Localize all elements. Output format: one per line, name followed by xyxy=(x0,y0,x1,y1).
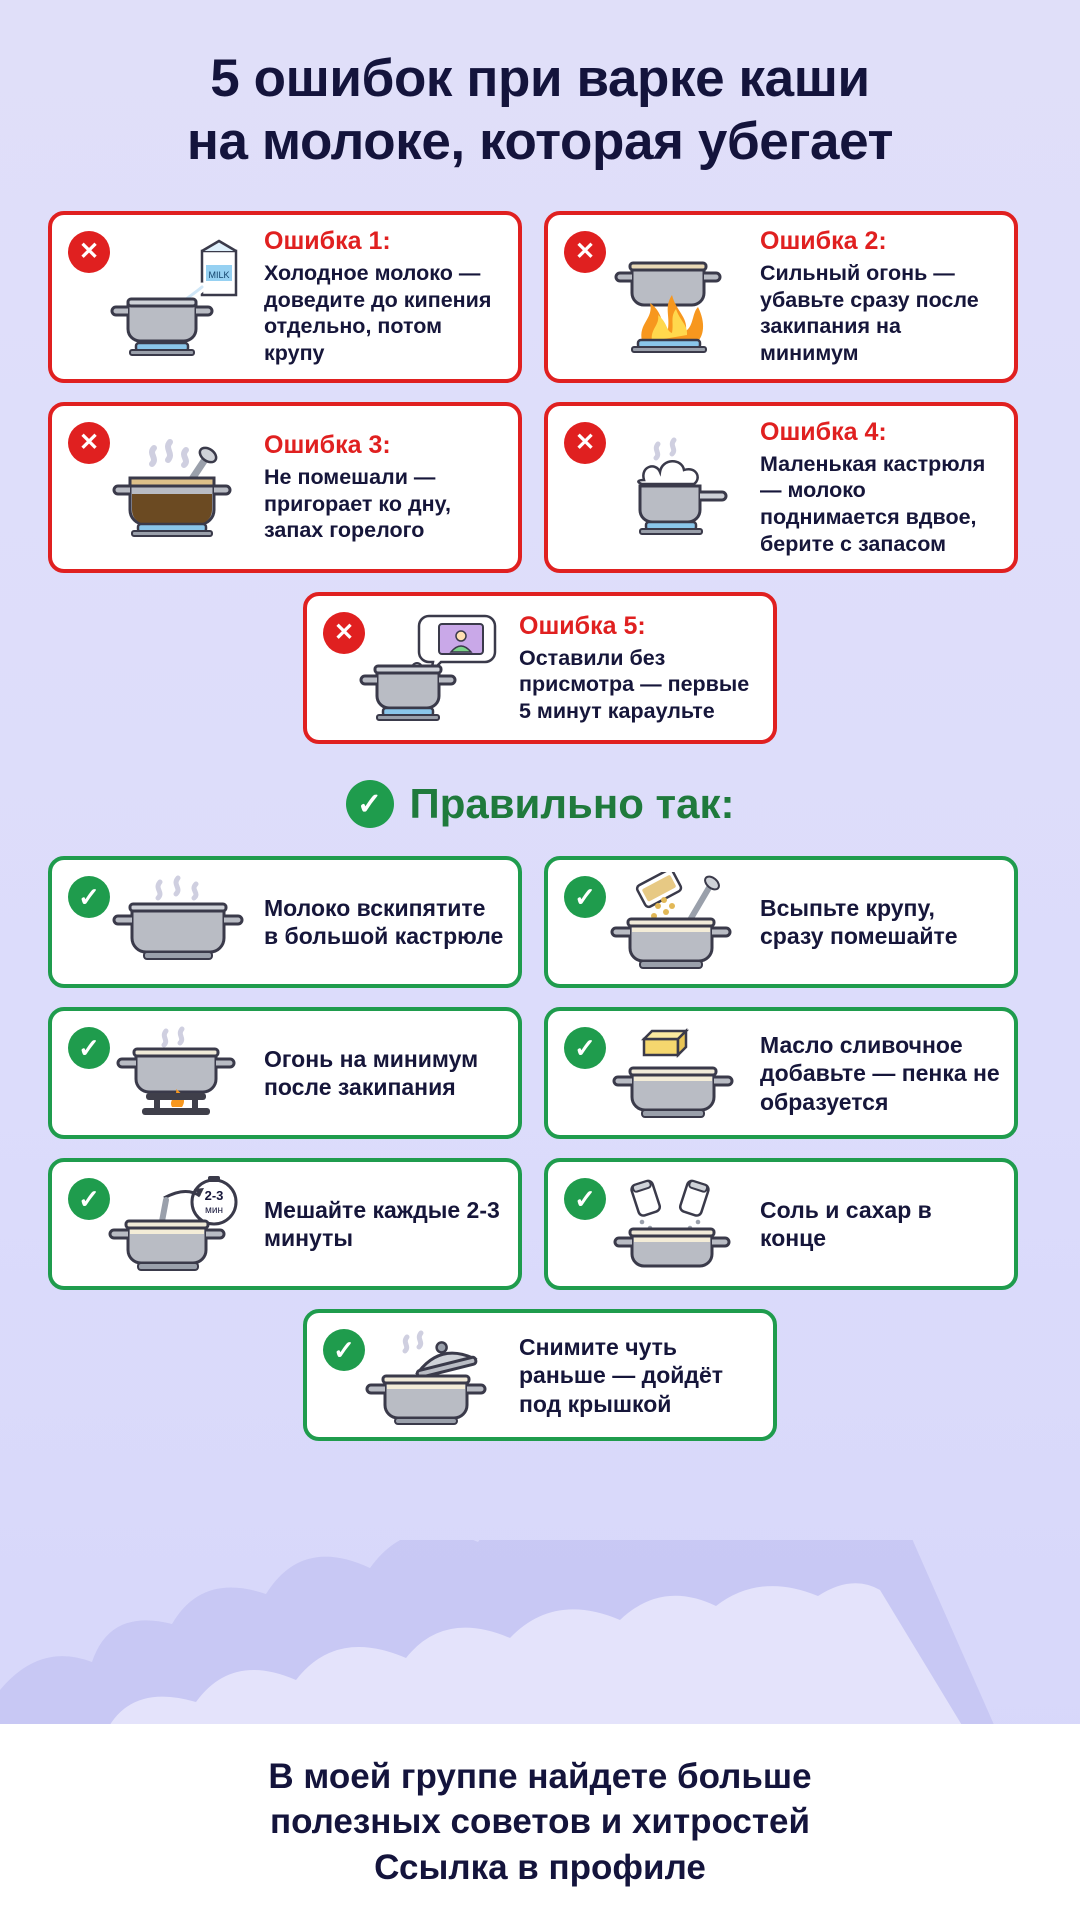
cross-icon: ✕ xyxy=(68,422,110,464)
check-icon: ✓ xyxy=(68,1027,110,1069)
mistake-body-5: Оставили без присмотра — первые 5 минут караульте xyxy=(519,645,750,724)
step-text-2 xyxy=(756,894,1000,951)
step-text-6 xyxy=(756,1196,1000,1253)
check-icon: ✓ xyxy=(564,876,606,918)
mistakes-grid xyxy=(48,211,1032,573)
step-body-7: Снимите чуть раньше — дойдёт под крышкой xyxy=(519,1333,724,1417)
step-text-7 xyxy=(515,1333,759,1419)
mistake-heading-5: Ошибка 5: xyxy=(519,611,646,640)
step-card-3 xyxy=(48,1007,522,1139)
footer-line-2: полезных советов и хитростей xyxy=(270,1802,810,1842)
mistake-text-2 xyxy=(756,227,1000,367)
step-text-1 xyxy=(260,894,504,951)
pot-unattended-thought-bubble-icon xyxy=(357,608,507,728)
cross-icon: ✕ xyxy=(564,422,606,464)
page-title-line-1: 5 ошибок при варке каши xyxy=(210,49,870,108)
cross-icon: ✕ xyxy=(68,231,110,273)
check-icon: ✓ xyxy=(564,1178,606,1220)
step-card-1 xyxy=(48,856,522,988)
svg-text:MILK: MILK xyxy=(208,269,230,280)
mistake-heading-3: Ошибка 3: xyxy=(264,431,391,460)
mistake-heading-2: Ошибка 2: xyxy=(760,227,887,256)
step-card-7 xyxy=(303,1309,777,1441)
small-pot-overflowing-icon xyxy=(598,428,748,548)
pouring-grain-into-pot-icon xyxy=(598,872,748,972)
step-body-1: Молоко вскипятите в большой кастрюле xyxy=(264,894,504,950)
step-text-5 xyxy=(260,1196,504,1253)
big-pot-steaming-icon xyxy=(102,872,252,972)
mistake-text-4 xyxy=(756,418,1000,558)
footer xyxy=(0,1724,1080,1920)
step-text-4 xyxy=(756,1031,1000,1117)
page-title-line-2: на молоке, которая убегает xyxy=(186,111,894,171)
mistake-heading-4: Ошибка 4: xyxy=(760,417,887,446)
check-icon: ✓ xyxy=(564,1027,606,1069)
mistake-body-3: Не помешали — пригорает ко дну, запах горелого xyxy=(264,465,451,543)
mistake-card-2 xyxy=(544,211,1018,383)
pot-with-lid-icon xyxy=(357,1325,507,1425)
step-card-4 xyxy=(544,1007,1018,1139)
salt-and-sugar-shakers-icon xyxy=(598,1174,748,1274)
footer-line-3: Ссылка в профиле xyxy=(374,1847,706,1887)
burnt-pot-with-spoon-icon xyxy=(102,428,252,548)
step-body-3: Огонь на минимум после закипания xyxy=(264,1045,479,1101)
pot-with-milk-carton-icon xyxy=(102,237,252,357)
right-way-heading xyxy=(0,780,1080,828)
step-body-2: Всыпьте крупу, сразу помешайте xyxy=(760,894,958,950)
mistake-text-1 xyxy=(260,227,504,367)
cross-icon: ✕ xyxy=(323,612,365,654)
mistake-body-2: Сильный огонь — убавьте сразу после закипания на минимум xyxy=(760,261,979,366)
mistake-heading-1: Ошибка 1: xyxy=(264,227,391,256)
mistake-text-3 xyxy=(260,431,504,544)
timer-value: 2-3 xyxy=(204,1188,224,1204)
mistake-body-1: Холодное молоко — доведите до кипения отдельно, потом крупу xyxy=(264,261,492,366)
step-body-6: Соль и сахар в конце xyxy=(760,1196,932,1252)
mistake-card-4 xyxy=(544,402,1018,574)
mistake-card-5 xyxy=(303,592,777,744)
footer-line-1: В моей группе найдете больше xyxy=(268,1756,812,1796)
pot-on-big-flame-icon xyxy=(598,237,748,357)
timer-unit: мин xyxy=(205,1205,223,1217)
mistake-card-1 xyxy=(48,211,522,383)
pot-with-timer-icon xyxy=(102,1174,252,1274)
step-card-5 xyxy=(48,1158,522,1290)
check-icon: ✓ xyxy=(68,1178,110,1220)
check-icon: ✓ xyxy=(68,876,110,918)
mistake-card-3 xyxy=(48,402,522,574)
pot-on-low-flame-icon xyxy=(102,1023,252,1123)
page-title xyxy=(0,0,1080,183)
right-way-label: Правильно так: xyxy=(409,780,735,828)
butter-over-pot-icon xyxy=(598,1023,748,1123)
step-text-3 xyxy=(260,1045,504,1102)
step-body-5: Мешайте каждые 2-3 минуты xyxy=(264,1196,500,1252)
right-way-grid xyxy=(48,856,1032,1290)
step-card-6 xyxy=(544,1158,1018,1290)
mistake-text-5 xyxy=(515,612,759,725)
check-icon: ✓ xyxy=(323,1329,365,1371)
mistake-body-4: Маленькая кастрюля — молоко поднимается вдвое, берите с запасом xyxy=(760,451,986,556)
cross-icon: ✕ xyxy=(564,231,606,273)
step-card-2 xyxy=(544,856,1018,988)
check-icon: ✓ xyxy=(346,780,394,828)
step-body-4: Масло сливочное добавьте — пенка не образуется xyxy=(760,1031,1000,1115)
